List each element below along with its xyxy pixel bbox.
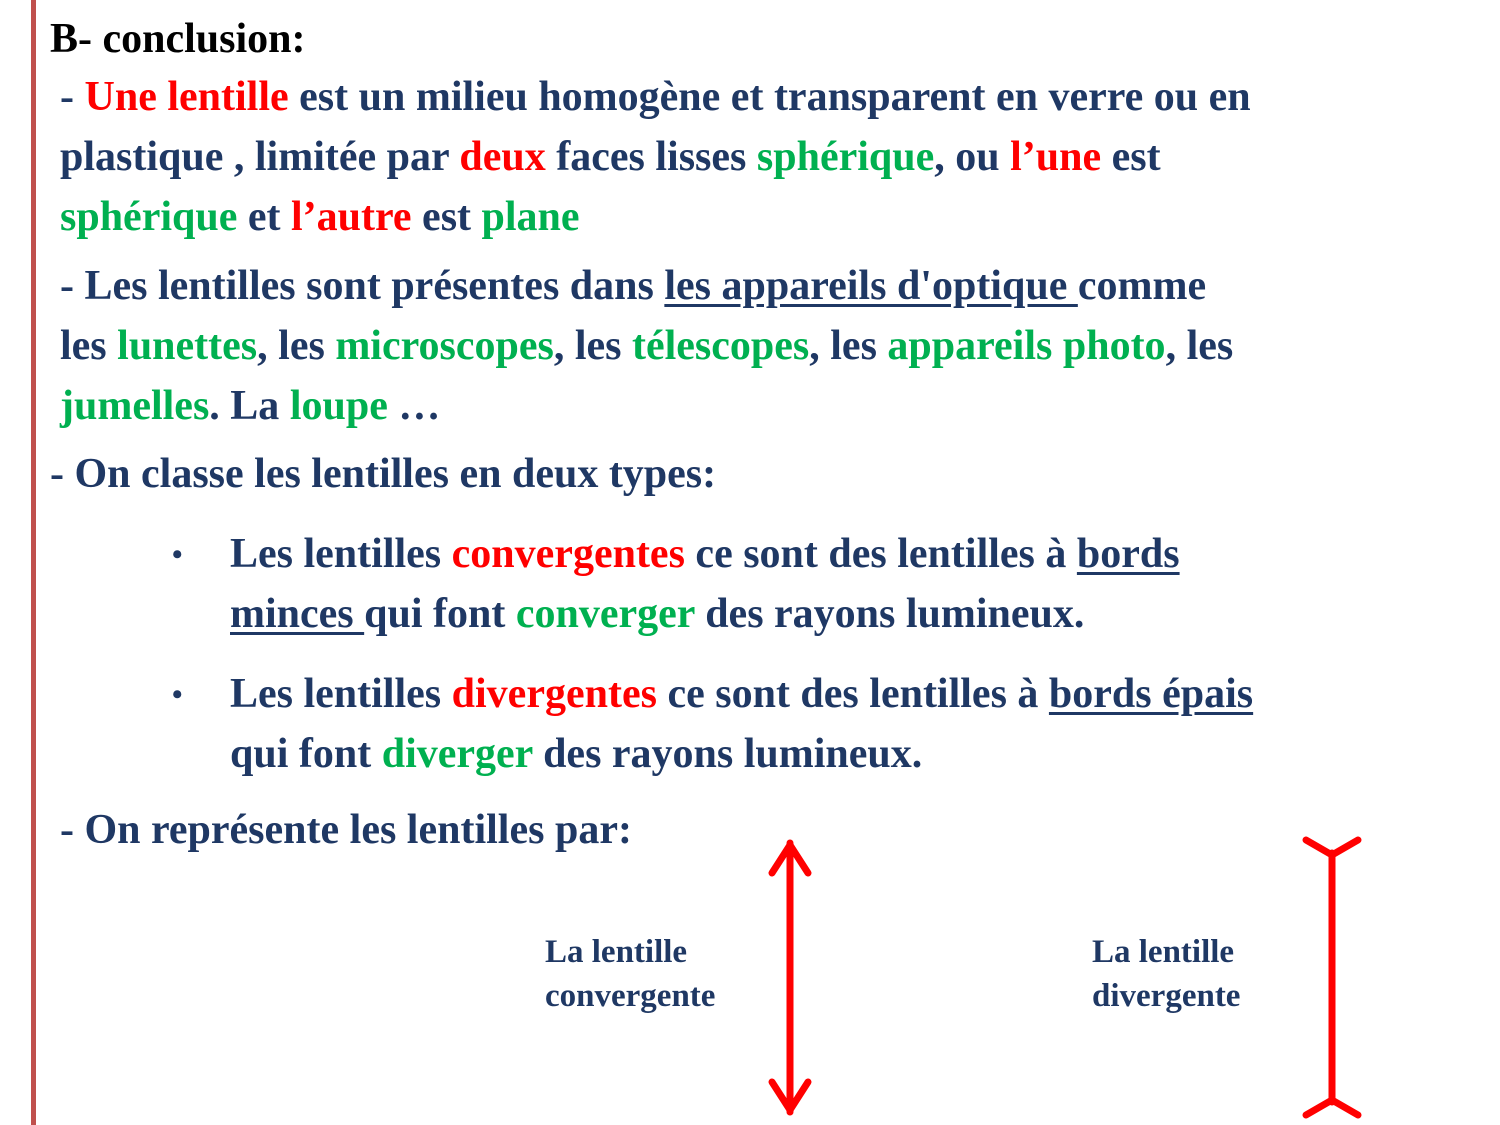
uses-line-1 [60,265,1206,307]
text-segment: - [60,74,85,120]
text-segment: des rayons lumineux. [532,731,923,777]
convergent-line-1 [230,533,1180,575]
text-segment: , ou [934,134,1011,180]
underlined-term: minces [230,591,365,637]
text-segment: , les [809,323,888,369]
text-segment: ce sont des lentilles à [656,671,1049,717]
text-segment: , les [257,323,336,369]
diverging-lens-label [1092,930,1240,1018]
convergent-line-2 [230,593,1084,635]
highlight-term: diverger [381,731,533,777]
highlight-term: télescopes [631,323,810,369]
text-segment: - Les lentilles sont présentes dans [60,263,665,309]
text-segment: plastique , limitée par [60,134,460,180]
uses-line-3 [60,385,440,427]
label-line: convergente [545,978,716,1014]
text-segment: est un milieu homogène et transparent en verre ou en [288,74,1251,120]
text-segment: est [411,194,482,240]
bullet-icon: • [172,678,183,711]
text-segment: et [237,194,292,240]
label-line: La lentille [1092,934,1235,970]
highlight-term: deux [459,134,546,180]
highlight-term: plane [481,194,580,240]
bullet-icon: • [172,538,183,571]
highlight-term: Une lentille [84,74,289,120]
divergent-line-1 [230,673,1253,715]
definition-line-1 [60,76,1251,118]
divergent-line-2 [230,733,922,775]
highlight-term: l’autre [291,194,412,240]
types-intro: - On classe les lentilles en deux types: [50,451,717,497]
text-segment: est [1101,134,1161,180]
label-line: La lentille [545,934,688,970]
highlight-term: sphérique [756,134,935,180]
definition-line-3 [60,196,580,238]
text-segment: , les [553,323,632,369]
page-title: B- conclusion: [50,16,306,62]
left-margin-line [31,0,36,1125]
underlined-term: bords épais [1048,671,1254,717]
text-segment: comme [1077,263,1207,309]
highlight-term: divergentes [451,671,657,717]
highlight-term: sphérique [60,194,238,240]
text-segment: des rayons lumineux. [694,591,1085,637]
text-segment: qui font [230,731,382,777]
highlight-term: lunettes [117,323,258,369]
label-line: divergente [1092,978,1241,1014]
definition-line-2 [60,136,1161,178]
converging-lens-label [545,930,715,1018]
inverted-arrow-icon [1302,835,1362,1120]
highlight-term: microscopes [335,323,554,369]
representation-intro: - On représente les lentilles par: [60,807,632,853]
text-segment: Les lentilles [230,671,452,717]
text-segment: faces lisses [545,134,757,180]
uses-line-2 [60,325,1233,367]
highlight-term: loupe [289,383,388,429]
text-segment: les [60,323,118,369]
highlight-term: converger [515,591,695,637]
highlight-term: l’une [1010,134,1102,180]
text-segment: ce sont des lentilles à [684,531,1077,577]
double-arrow-icon [760,835,820,1120]
underlined-term: bords [1076,531,1180,577]
highlight-term: jumelles [60,383,210,429]
text-segment: Les lentilles [230,531,452,577]
underlined-term: les appareils d'optique [664,263,1078,309]
text-segment: … [387,383,441,429]
text-segment: , les [1165,323,1234,369]
text-segment: . La [209,383,290,429]
highlight-term: convergentes [451,531,685,577]
text-segment: qui font [364,591,516,637]
highlight-term: appareils photo [887,323,1166,369]
